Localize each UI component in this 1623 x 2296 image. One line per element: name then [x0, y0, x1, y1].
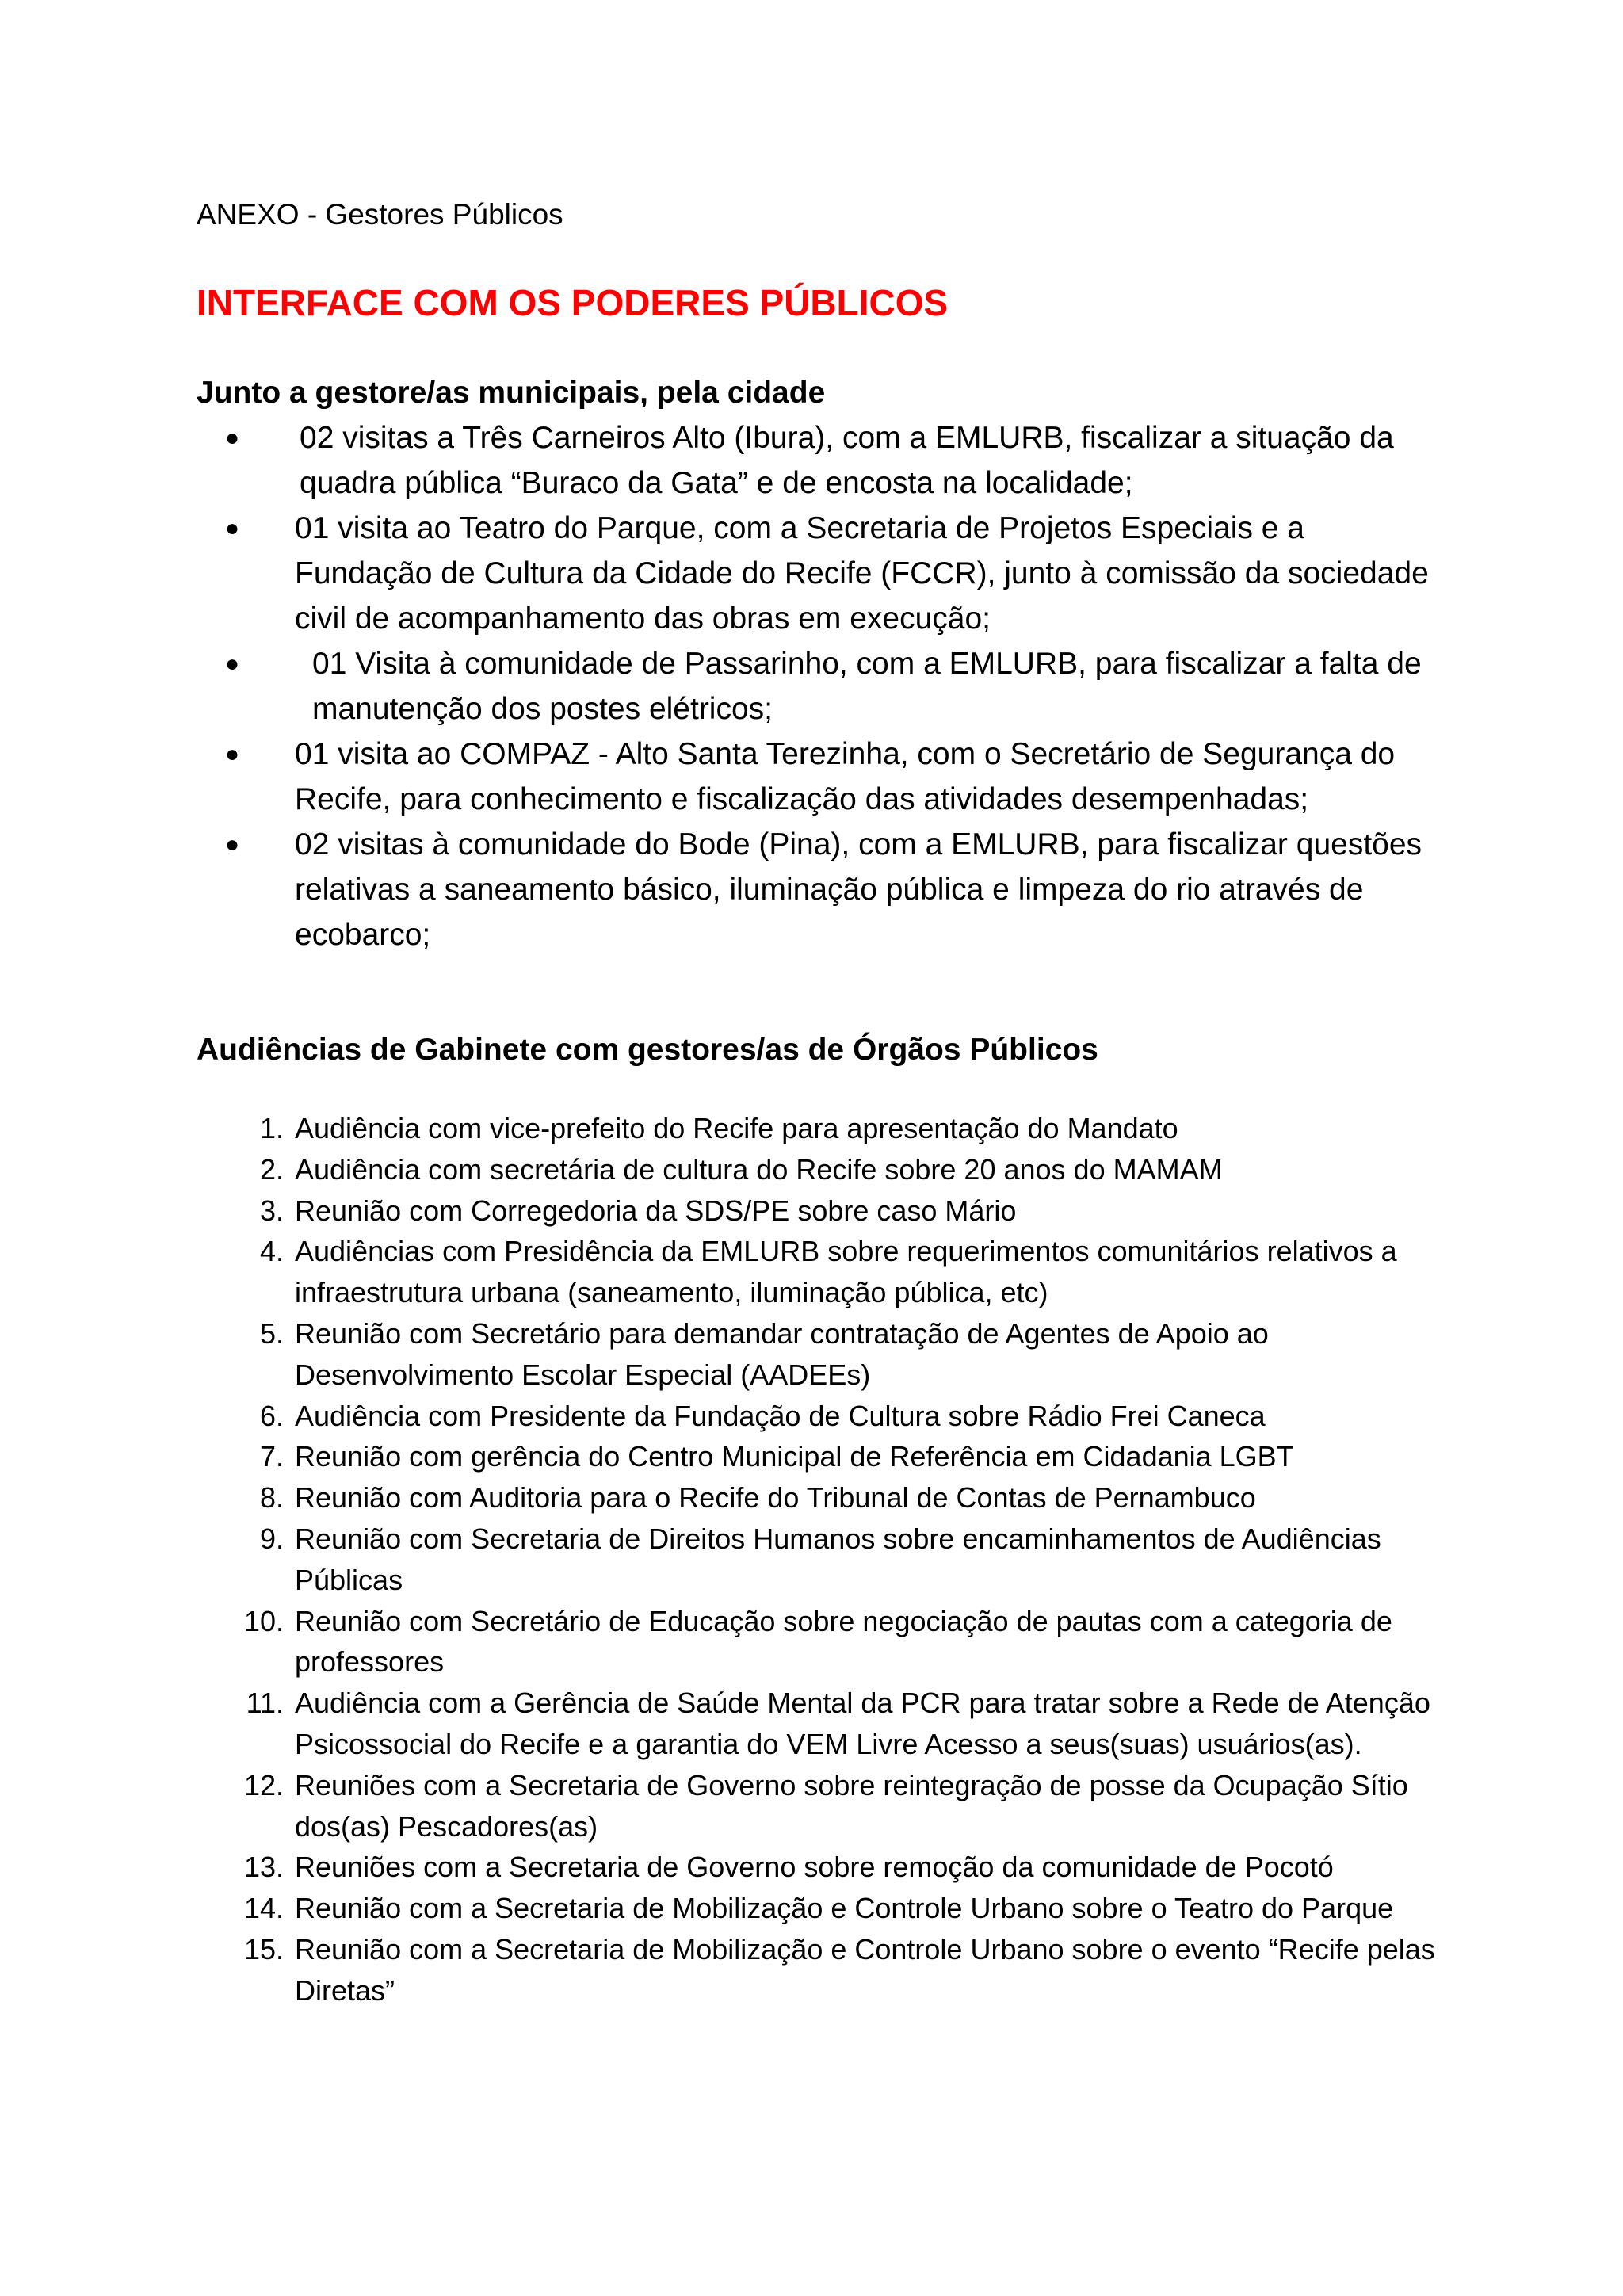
annex-label: ANEXO - Gestores Públicos [197, 198, 563, 231]
bullet-icon: ● [225, 515, 240, 541]
list-item [197, 506, 1449, 641]
list-item [197, 1108, 1449, 1149]
list-item-text: 01 visita ao Teatro do Parque, com a Secretaria de Projetos Especiais e a Fundação de Cultura da Cidade do Recife (FCCR), junto à comissão da sociedade civil de acompanhamento das obras em execução; [295, 511, 1429, 636]
list-item-number: 3. [259, 1194, 284, 1227]
list-item [197, 1847, 1449, 1888]
list-item-text: Reunião com a Secretaria de Mobilização e Controle Urbano sobre o Teatro do Parque [295, 1892, 1394, 1925]
list-item [197, 1519, 1449, 1601]
list-item-text: Audiências com Presidência da EMLURB sobre requerimentos comunitários relativos a infraestrutura urbana (saneamento, iluminação pública, etc) [295, 1235, 1397, 1309]
list-item-text: Reuniões com a Secretaria de Governo sobre remoção da comunidade de Pocotó [295, 1851, 1334, 1884]
section-heading-municipal-visits: Junto a gestore/as municipais, pela cidade [197, 376, 826, 410]
list-item [197, 1190, 1449, 1232]
bullet-icon: ● [225, 651, 240, 677]
bullet-icon: ● [225, 741, 240, 767]
list-item-number: 4. [259, 1235, 284, 1268]
list-item [197, 1929, 1449, 2011]
list-item-number: 6. [259, 1399, 284, 1432]
list-item-text: Audiência com vice-prefeito do Recife para apresentação do Mandato [295, 1112, 1178, 1144]
list-item [197, 1149, 1449, 1190]
list-item-text: Reunião com Corregedoria da SDS/PE sobre caso Mário [295, 1194, 1017, 1227]
list-item [197, 1477, 1449, 1519]
main-title: INTERFACE COM OS PODERES PÚBLICOS [197, 282, 949, 323]
list-item-number: 8. [259, 1481, 284, 1515]
list-item [197, 1313, 1449, 1396]
municipal-visits-list [197, 415, 1449, 957]
list-item-text: Reunião com gerência do Centro Municipal de Referência em Cidadania LGBT [295, 1440, 1294, 1473]
list-item-text: Reunião com Secretário para demandar contratação de Agentes de Apoio ao Desenvolvimento Escolar Especial (AADEEs) [295, 1316, 1269, 1391]
list-item [197, 1436, 1449, 1477]
list-item [197, 1683, 1449, 1765]
list-item-text: Audiência com a Gerência de Saúde Mental da PCR para tratar sobre a Rede de Atenção Psicossocial do Recife e a garantia do VEM Livre Acesso a seus(suas) usuários(as). [295, 1687, 1430, 1760]
list-item-number: 5. [259, 1316, 284, 1350]
list-item-text: Reuniões com a Secretaria de Governo sobre reintegração de posse da Ocupação Sítio dos(as) Pescadores(as) [295, 1768, 1408, 1843]
list-item-text: 01 visita ao COMPAZ - Alto Santa Terezinha, com o Secretário de Segurança do Recife, para conhecimento e fiscalização das atividades desempenhadas; [295, 737, 1396, 816]
list-item-number: 11. [246, 1687, 284, 1720]
list-item [197, 1601, 1449, 1683]
list-item-text: Reunião com Secretaria de Direitos Humanos sobre encaminhamentos de Audiências Públicas [295, 1522, 1381, 1596]
list-item-text: Reunião com Secretário de Educação sobre negociação de pautas com a categoria de professores [295, 1604, 1392, 1679]
list-item-number: 1. [259, 1112, 284, 1144]
list-item-text: 02 visitas a Três Carneiros Alto (Ibura), com a EMLURB, fiscalizar a situação da quadra pública “Buraco da Gata” e de encosta na localidade; [300, 421, 1394, 500]
list-item [197, 415, 1449, 506]
list-item-number: 15. [243, 1932, 284, 1966]
list-item-number: 10. [243, 1604, 284, 1637]
list-item-number: 7. [259, 1440, 284, 1473]
section-heading-cabinet-audiences: Audiências de Gabinete com gestores/as de Órgãos Públicos [197, 1033, 1098, 1067]
list-item-text: Reunião com Auditoria para o Recife do Tribunal de Contas de Pernambuco [295, 1481, 1256, 1515]
list-item [197, 641, 1449, 732]
list-item-number: 13. [243, 1851, 284, 1884]
list-item-text: Reunião com a Secretaria de Mobilização e Controle Urbano sobre o evento “Recife pelas Diretas” [295, 1932, 1435, 2007]
list-item [197, 732, 1449, 822]
list-item-number: 9. [259, 1522, 284, 1555]
list-item-number: 14. [243, 1892, 284, 1925]
cabinet-audiences-list [197, 1108, 1449, 2011]
list-item-text: Audiência com Presidente da Fundação de Cultura sobre Rádio Frei Caneca [295, 1399, 1266, 1432]
list-item-text: Audiência com secretária de cultura do Recife sobre 20 anos do MAMAM [295, 1152, 1223, 1186]
list-item-number: 12. [243, 1768, 284, 1801]
list-item [197, 1888, 1449, 1929]
list-item [197, 822, 1449, 957]
list-item [197, 1396, 1449, 1437]
list-item-text: 02 visitas à comunidade do Bode (Pina), com a EMLURB, para fiscalizar questões relativas a saneamento básico, iluminação pública e limpeza do rio através de ecobarco; [295, 827, 1423, 952]
bullet-icon: ● [225, 831, 240, 858]
list-item [197, 1765, 1449, 1847]
list-item-text: 01 Visita à comunidade de Passarinho, com a EMLURB, para fiscalizar a falta de manutenção dos postes elétricos; [312, 647, 1422, 726]
list-item-number: 2. [259, 1152, 284, 1186]
list-item [197, 1231, 1449, 1313]
bullet-icon: ● [225, 425, 240, 451]
